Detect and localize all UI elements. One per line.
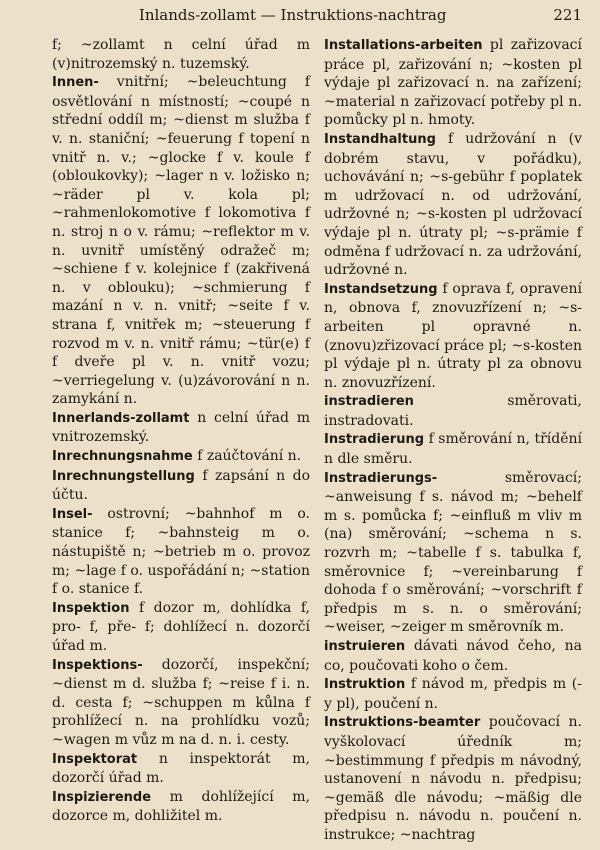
dictionary-entry (52, 599, 310, 656)
entry-text: směrovati, instradovati. (324, 393, 582, 429)
entry-text: směrovací; ~anweisung f s. návod m; ~behelf m s. pomůcka f; ~einfluß m vliv m (na) směrování; ~schema n s. rozvrh m; ~tabelle f s. tabulka f, směrovnice f; ~vereinbarung f dohoda f o směrování; ~vorschrift f předpis m s. n. o směrování; ~weiser, ~zeiger m směrovník m. (324, 469, 582, 636)
entry-headword: Instradierung (324, 432, 425, 448)
entry-headword: Inspizierende (52, 789, 152, 805)
entry-headword: Inrechnungstellung (52, 468, 195, 484)
entry-text: f směrování n, třídění n dle směru. (324, 431, 583, 468)
entry-text: dozorčí, inspekční; ~dienst m d. služba f; ~reise f i. n. d. cesta f; ~schuppen m kůlna f prohlížecí n. na prohlídku vozů; ~wagen m vůz m na d. n. i. cesty. (52, 656, 310, 748)
dictionary-entry (324, 713, 582, 844)
entry-headword: Instruktion (324, 677, 406, 693)
entry-headword: instruieren (324, 639, 406, 654)
entry-text: poučovací n. vyškolovací úředník m; ~bestimmung f předpis m návodný, ustanovení n návodu n. předpisu; ~gemäß dle návodu; ~mäßig dle předpisu n. návodu n. poučení n. instrukce; ~nachtrag (324, 714, 583, 843)
entry-text: n celní úřad m vnitrozemský. (52, 409, 311, 446)
columns (52, 36, 582, 845)
dictionary-entry (52, 467, 310, 505)
dictionary-entry (52, 788, 310, 826)
entry-headword: Instradierungs- (324, 470, 438, 486)
entry-text: dávati návod čeho, na co, poučovati koho o čem. (324, 638, 582, 674)
entry-text: n inspektorát m, dozorčí úřad m. (52, 750, 310, 787)
entry-headword: Installations-arbeiten (324, 38, 483, 53)
header-title: Inlands-zollamt — Instruktions-nachtrag (138, 6, 447, 24)
entry-headword: Inspektion (52, 600, 130, 616)
entry-headword: Instruktions-beamter (324, 715, 481, 731)
dictionary-entry (52, 505, 310, 599)
dictionary-entry (324, 637, 582, 675)
entry-headword: Instandhaltung (324, 131, 436, 147)
entry-headword: Innerlands-zollamt (52, 410, 190, 426)
entry-text: f dozor m, dohlídka f, pro- f, pře- f; dohlížecí n. dozorčí úřad m. (52, 599, 311, 654)
right-column (324, 36, 582, 845)
entry-text: pl zařizovací práce pl, zařizování n; ~kosten pl výdaje pl zařizovací n. na zařízení; ~material n zařizovací potřeby pl n. pomůcky pl n. hmoty. (324, 37, 582, 129)
dictionary-entry (324, 392, 582, 430)
entry-headword: Inrechnungsnahme (52, 449, 193, 465)
dictionary-entry (324, 36, 582, 130)
running-header (52, 6, 582, 36)
entry-headword: Inspektions- (52, 657, 143, 673)
entry-headword: Innen- (52, 75, 99, 91)
entry-text: f zapsání n do účtu. (52, 467, 311, 504)
entry-headword: Inspektorat (52, 751, 138, 767)
entry-text: f zaúčtování n. (197, 448, 302, 465)
dictionary-entry (52, 36, 310, 73)
entry-text: ostrovní; ~bahnhof m o. stanice f; ~bahnsteig m o. nástupiště n; ~betrieb m o. provoz m; ~lage f o. uspořádání n; ~station f o. stanice f. (52, 505, 310, 598)
entry-headword: instradieren (324, 394, 414, 410)
entry-headword: Insel- (52, 506, 93, 522)
dictionary-entry (52, 750, 310, 788)
dictionary-entry (52, 656, 310, 750)
dictionary-entry (52, 409, 310, 447)
page-number: 221 (553, 6, 582, 24)
dictionary-entry (324, 469, 582, 637)
entry-text: f udržování n (v dobrém stavu, v pořádku), uchovávání n; ~s-gebühr f poplatek m udržovací n. od udržování, udržovné n; ~s-kosten pl udržovací výdaje pl n. útraty pl; ~s-prämie f odměna f udržovací n. za udržování, udržovné n. (324, 130, 582, 279)
entry-headword: Instandsetzung (324, 281, 438, 297)
dictionary-entry (324, 675, 582, 713)
dictionary-entry (324, 430, 582, 468)
entry-text: m dohlížející m, dozorce m, dohližitel m. (52, 788, 311, 825)
dictionary-entry (324, 280, 582, 393)
dictionary-entry (52, 447, 310, 467)
dictionary-entry (324, 130, 582, 280)
dictionary-entry (52, 73, 310, 409)
entry-text: f návod m, předpis m (-y pl), poučení n. (324, 676, 582, 712)
entry-text: f; ~zollamt n celní úřad m (v)nitrozemský n. tuzemský. (52, 37, 310, 72)
left-column (52, 36, 310, 845)
entry-text: vnitřní; ~beleuchtung f osvětlování n místností; ~coupé n střední oddíl m; ~dienst m služba f v. n. staniční; ~feuerung f topení n vnitř n. v.; ~glocke f v. koule f (obloukovky); ~lager n v. ložisko n; ~räder pl v. kola pl; ~rahmenlokomotive f lokomotiva f n. stroj n o v. rámu; ~reflektor m v. n. uvnitř umístěný odražeč m; ~schiene f v. kolejnice f (zakřivená n. v oblouku); ~schmierung f mazání n v. n. vnitř; ~seite f v. strana f, vnitřek m; ~steuerung f rozvod m v. n. vnitř rámu; ~tür(e) f f dveře pl v. n. vnitř vozu; ~verriegelung v. (u)závorování n n. zamykání n. (52, 74, 311, 408)
entry-text: f oprava f, opravení n, obnova f, znovuzřízení n; ~s-arbeiten pl opravné n. (znovu)zřizovací práce pl; ~s-kosten pl výdaje pl n. útraty pl za obnovu n. znovuzřízení. (324, 280, 583, 391)
